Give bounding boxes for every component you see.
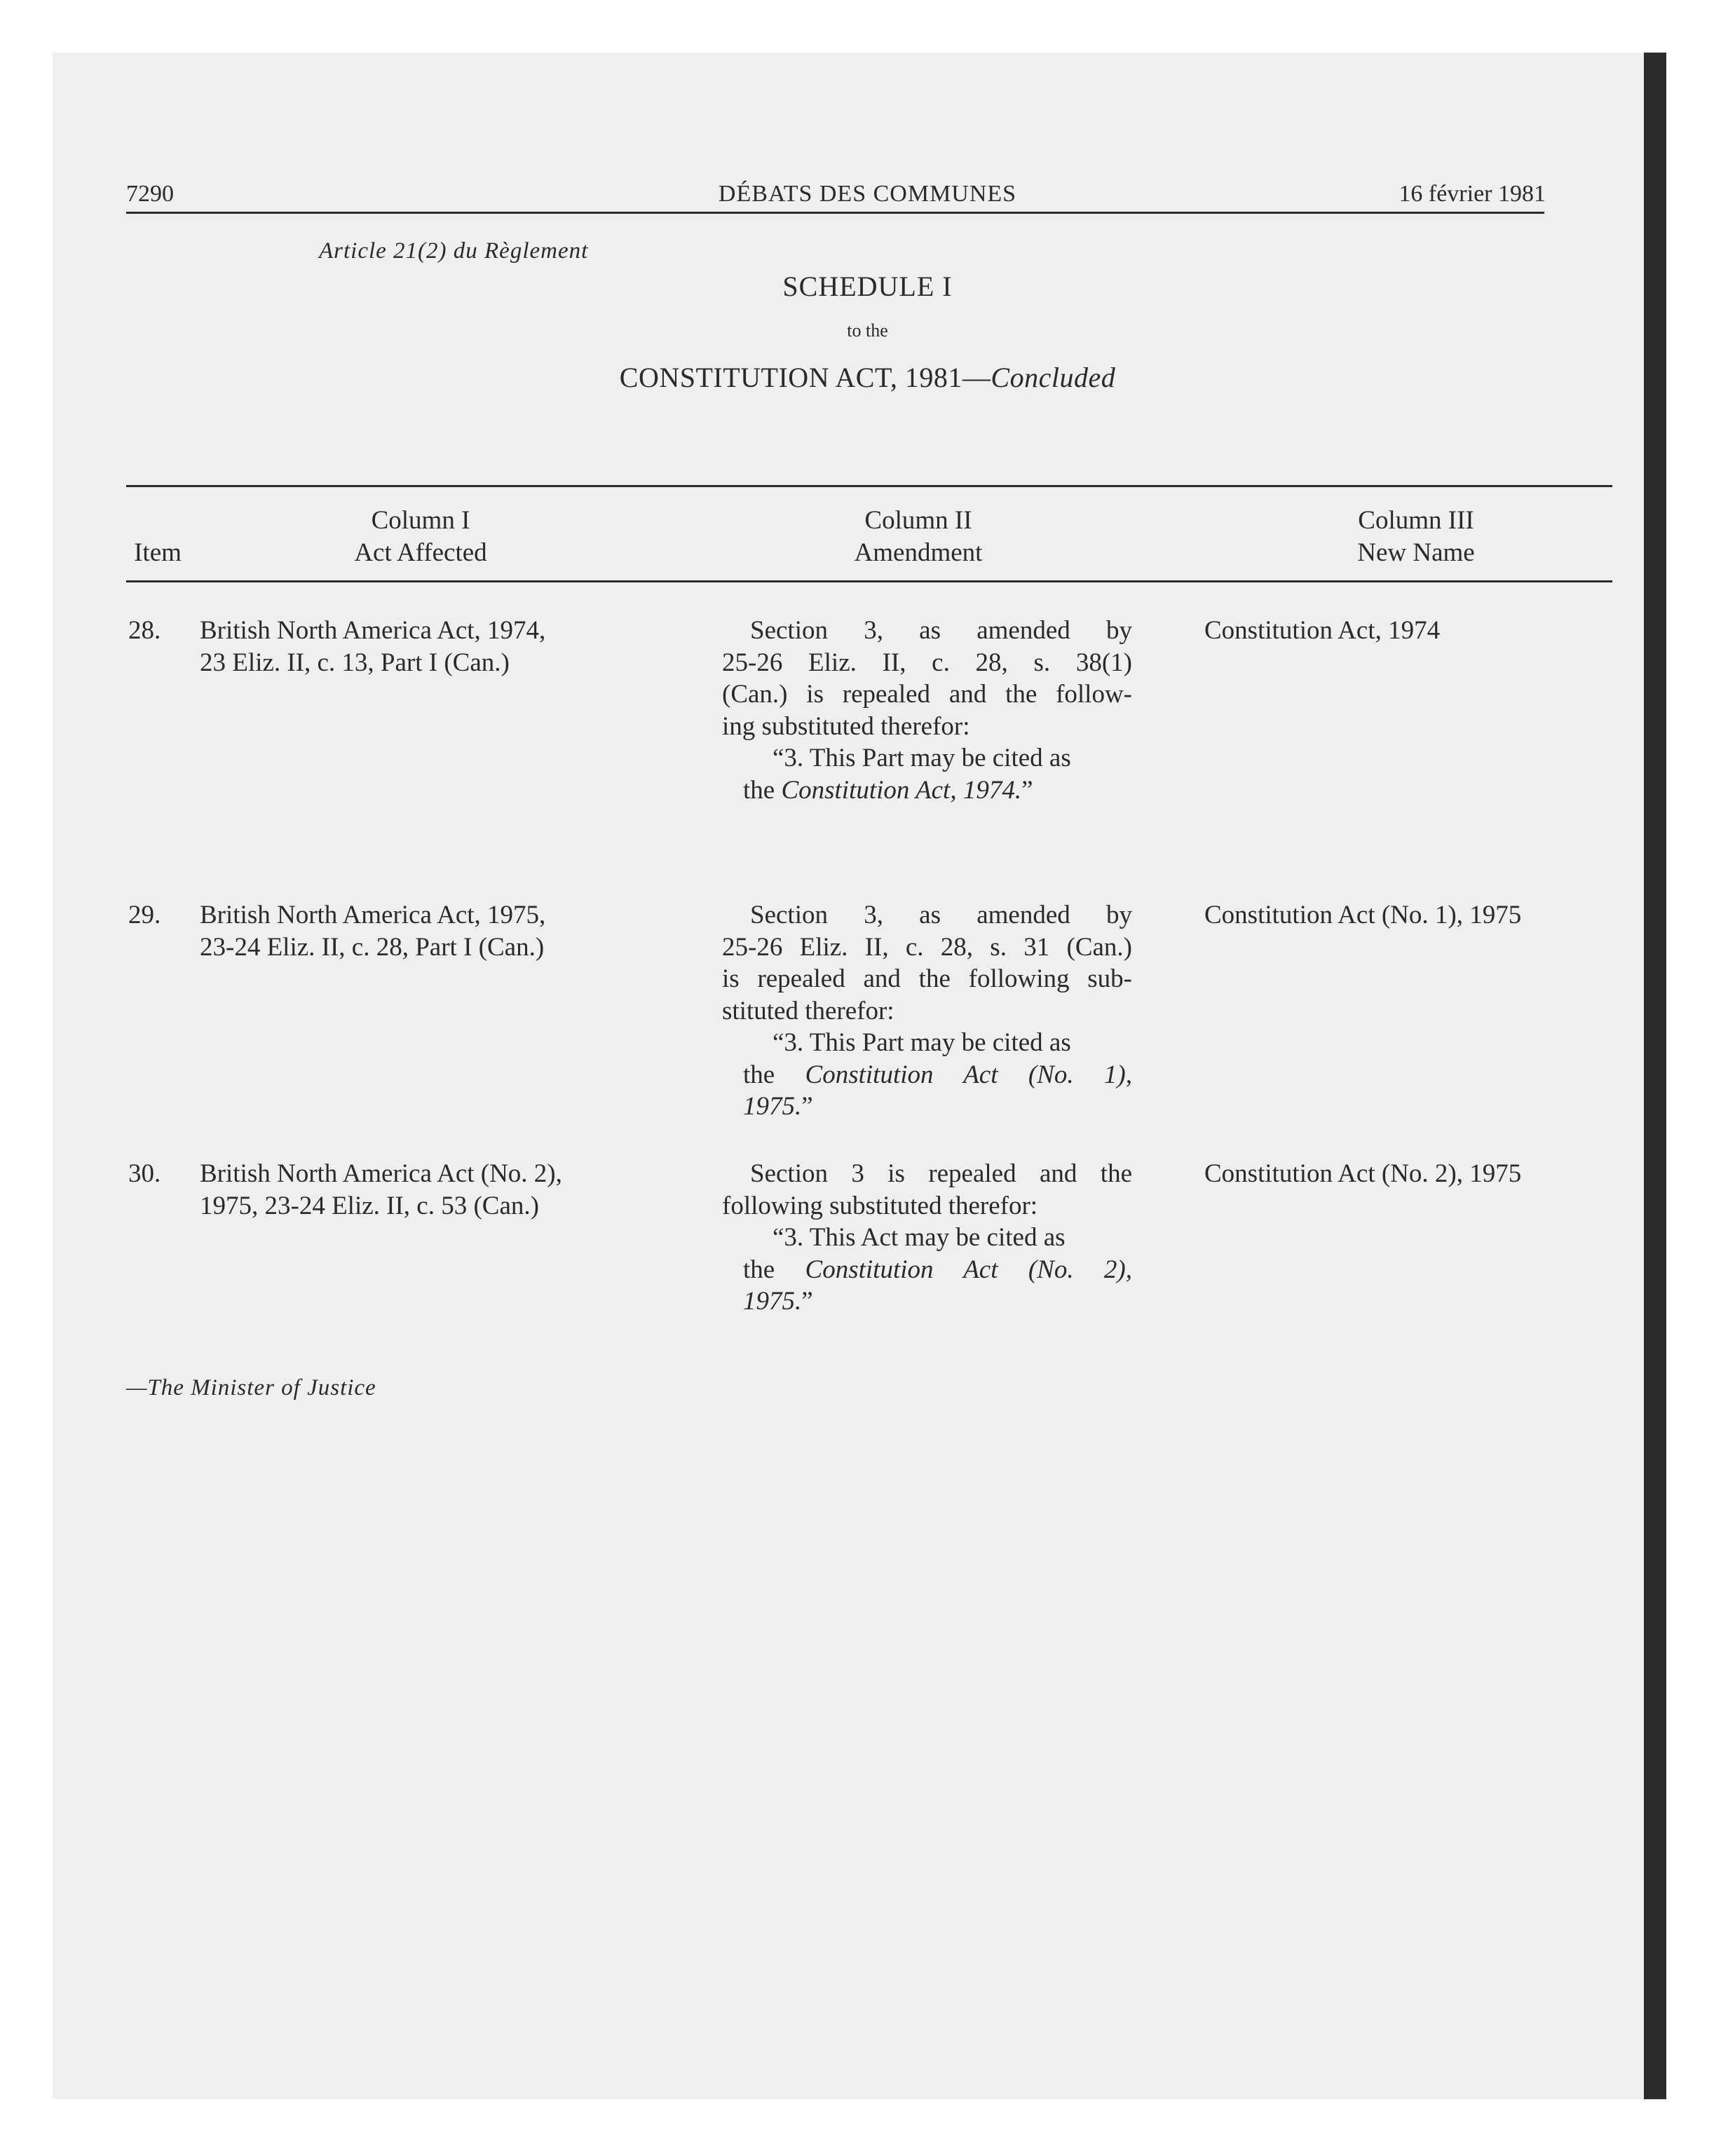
quote-prefix: the bbox=[743, 775, 782, 805]
row-30-act-line: British North America Act (No. 2), bbox=[200, 1159, 562, 1188]
amendment-line: 25-26 Eliz. II, c. 28, s. 31 (Can.) bbox=[722, 932, 1132, 962]
quoted-title-line bbox=[722, 775, 1132, 807]
row-29-act-line: British North America Act, 1975, bbox=[200, 901, 546, 929]
amendment-line: is repealed and the following sub- bbox=[722, 964, 1132, 993]
scan-edge-bar bbox=[1644, 53, 1666, 2099]
article-reference: Article 21(2) du Règlement bbox=[319, 238, 589, 264]
page-number: 7290 bbox=[126, 181, 174, 207]
amendment-line: Section 3, as amended by bbox=[750, 901, 1132, 929]
col2-subtitle: Amendment bbox=[854, 538, 983, 567]
quote-close: ” bbox=[801, 1287, 813, 1316]
signature-line: —The Minister of Justice bbox=[126, 1375, 376, 1400]
row-30-item: 30. bbox=[128, 1159, 161, 1188]
row-30-act-affected bbox=[200, 1158, 645, 1222]
amendment-line: Section 3, as amended by bbox=[750, 616, 1132, 645]
quote-prefix: the bbox=[743, 1255, 805, 1284]
amendment-line: following substituted therefor: bbox=[722, 1191, 1038, 1220]
row-29-item: 29. bbox=[128, 901, 161, 929]
quoted-act-title: Constitution Act, 1974. bbox=[781, 775, 1022, 805]
quote-close: ” bbox=[1021, 775, 1033, 805]
quoted-year-line bbox=[722, 1285, 1132, 1318]
schedule-to-the: to the bbox=[847, 320, 888, 341]
row-28-item: 28. bbox=[128, 616, 161, 645]
quoted-act-title: Constitution Act (No. 2), bbox=[805, 1255, 1132, 1284]
amendment-line: stituted therefor: bbox=[722, 996, 894, 1025]
table-header-rule bbox=[126, 580, 1612, 582]
row-29-amendment bbox=[722, 899, 1132, 1123]
page-date: 16 février 1981 bbox=[1399, 181, 1546, 207]
amendment-line: Section 3 is repealed and the bbox=[750, 1159, 1132, 1188]
schedule-act-title bbox=[0, 361, 1735, 394]
act-title-suffix: Concluded bbox=[991, 362, 1116, 393]
row-29-act-line: 23-24 Eliz. II, c. 28, Part I (Can.) bbox=[200, 932, 545, 962]
row-29-new-name: Constitution Act (No. 1), 1975 bbox=[1204, 901, 1522, 929]
col3-title: Column III bbox=[1358, 506, 1474, 535]
quoted-text: “3. This Part may be cited as bbox=[773, 1028, 1071, 1057]
row-29-act-affected bbox=[200, 899, 645, 963]
quoted-text: “3. This Part may be cited as bbox=[773, 744, 1071, 772]
act-title-text: CONSTITUTION ACT, 1981— bbox=[619, 362, 991, 393]
quoted-act-year: 1975. bbox=[743, 1287, 802, 1316]
row-30-act-line: 1975, 23-24 Eliz. II, c. 53 (Can.) bbox=[200, 1191, 539, 1220]
publication-title: DÉBATS DES COMMUNES bbox=[718, 181, 1017, 207]
amendment-line: (Can.) is repealed and the follow- bbox=[722, 680, 1132, 709]
table-top-rule bbox=[126, 485, 1612, 487]
quote-prefix: the bbox=[743, 1060, 805, 1089]
amendment-line: ing substituted therefor: bbox=[722, 711, 970, 741]
quoted-text: “3. This Act may be cited as bbox=[773, 1223, 1066, 1252]
schedule-title: SCHEDULE I bbox=[782, 271, 953, 302]
column-header-item: Item bbox=[134, 538, 182, 567]
col3-subtitle: New Name bbox=[1357, 538, 1475, 567]
row-28-act-line: British North America Act, 1974, bbox=[200, 616, 546, 645]
row-30-amendment bbox=[722, 1158, 1132, 1318]
quoted-year-line bbox=[722, 1091, 1132, 1123]
row-28-act-affected bbox=[200, 615, 645, 678]
quoted-title-line bbox=[722, 1254, 1132, 1286]
amendment-line: 25-26 Eliz. II, c. 28, s. 38(1) bbox=[722, 648, 1132, 677]
row-28-new-name: Constitution Act, 1974 bbox=[1204, 616, 1441, 645]
col2-title: Column II bbox=[864, 506, 972, 535]
column-header-col2 bbox=[778, 505, 1059, 569]
column-header-col3 bbox=[1276, 505, 1556, 569]
col1-subtitle: Act Affected bbox=[354, 538, 487, 567]
quoted-act-title: Constitution Act (No. 1), bbox=[805, 1060, 1132, 1089]
row-28-act-line: 23 Eliz. II, c. 13, Part I (Can.) bbox=[200, 648, 510, 677]
column-header-col1 bbox=[280, 505, 561, 569]
col1-title: Column I bbox=[371, 506, 470, 535]
quoted-title-line bbox=[722, 1059, 1132, 1091]
row-30-new-name: Constitution Act (No. 2), 1975 bbox=[1204, 1159, 1522, 1188]
header-rule bbox=[126, 212, 1544, 214]
quote-close: ” bbox=[801, 1092, 813, 1121]
quoted-act-year: 1975. bbox=[743, 1092, 802, 1121]
row-28-amendment bbox=[722, 615, 1132, 806]
